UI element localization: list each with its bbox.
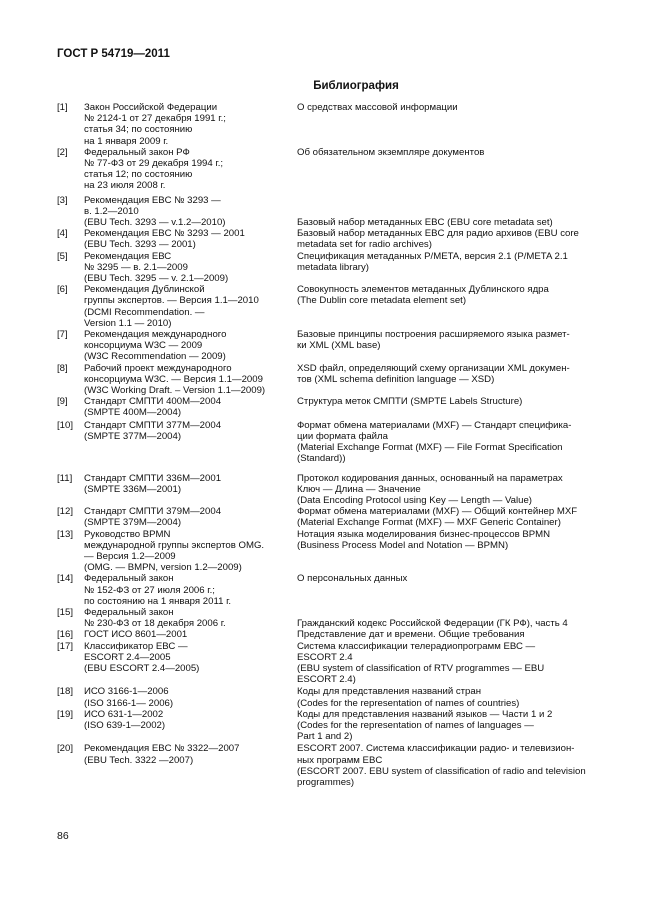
entry-description (297, 363, 597, 397)
source-line: Рекомендация Дублинской (84, 284, 205, 296)
entry-description (297, 195, 597, 229)
description-line: (ESCORT 2007. EBU system of classification of radio and television (297, 765, 586, 777)
description-line: Коды для представления названий стран (297, 686, 482, 698)
source-line: Version 1.1 — 2010) (84, 317, 172, 329)
bibliography-entry (57, 743, 597, 788)
source-line: Рекомендация международного (84, 329, 227, 341)
description-line: (EBU system of classification of RTV programmes — EBU (297, 662, 545, 674)
entry-description (297, 473, 597, 507)
entry-description (297, 573, 597, 607)
description-line: (Standard)) (297, 453, 346, 465)
source-line: на 23 июля 2008 г. (84, 180, 166, 192)
description-line: Базовый набор метаданных EBC (EBU core metadata set) (297, 217, 553, 229)
description-line: ки XML (XML base) (297, 340, 381, 352)
source-line: Стандарт СМПТИ 379М—2004 (84, 506, 222, 518)
entry-source (84, 607, 297, 629)
entry-source (84, 102, 297, 147)
entry-number: [19] (57, 708, 74, 720)
entry-source (84, 396, 297, 418)
entry-source (84, 641, 297, 686)
source-line: Рекомендация EBC № 3293 — 2001 (84, 228, 245, 240)
source-line: № 152-ФЗ от 27 июля 2006 г.; (84, 584, 215, 596)
bibliography-entry (57, 228, 597, 250)
bibliography-entry (57, 420, 597, 465)
description-line: Спецификация метаданных P/META, версия 2.1 (P/META 2.1 (297, 250, 568, 262)
bibliography-entry (57, 284, 597, 329)
source-line: статья 12; по состоянию (84, 169, 193, 181)
bibliography-entry (57, 102, 597, 147)
source-line: № 230-ФЗ от 18 декабря 2006 г. (84, 618, 226, 630)
source-line: (EBU Tech. 3295 — v. 2.1—2009) (84, 273, 229, 285)
source-line: Федеральный закон (84, 573, 174, 585)
entry-description (297, 743, 597, 788)
entry-source (84, 573, 297, 607)
description-line: Базовый набор метаданных EBC для радио архивов (EBU core (297, 228, 579, 240)
entry-number: [17] (57, 640, 74, 652)
description-line: О персональных данных (297, 573, 408, 585)
description-line (297, 195, 597, 206)
bibliography-entry (57, 473, 597, 507)
page-number: 86 (57, 830, 69, 842)
entry-description (297, 686, 597, 708)
source-line: Стандарт СМПТИ 400М—2004 (84, 396, 222, 408)
bibliography-entry (57, 629, 597, 640)
entry-number: [1] (57, 102, 68, 113)
entry-source (84, 473, 297, 507)
description-line: Протокол кодирования данных, основанный на параметрах (297, 472, 563, 484)
source-line: Рекомендация EBC № 3322—2007 (84, 743, 240, 755)
source-line: (OMG. — BMPN, version 1.2—2009) (84, 562, 242, 574)
entry-source (84, 629, 297, 640)
source-line: группы экспертов. — Версия 1.1—2010 (84, 295, 259, 307)
source-line: консорциума W3C. — Версия 1.1—2009 (84, 373, 263, 385)
entry-description (297, 529, 597, 574)
entry-number: [11] (57, 472, 73, 484)
description-line: Об обязательном экземпляре документов (297, 146, 485, 158)
entry-number: [10] (57, 419, 74, 431)
description-line: (Codes for the representation of names of languages — (297, 719, 534, 731)
bibliography-entry (57, 329, 597, 363)
entry-description (297, 102, 597, 147)
source-line: Федеральный закон (84, 606, 174, 618)
entry-number: [8] (57, 362, 68, 374)
bibliography-entry (57, 195, 597, 229)
source-line: Стандарт СМПТИ 377М—2004 (84, 419, 222, 431)
description-line: metadata set for radio archives) (297, 239, 432, 251)
entry-source (84, 329, 297, 363)
entry-source (84, 195, 297, 229)
section-title (0, 80, 646, 92)
source-line: (EBU Tech. 3293 — 2001) (84, 239, 196, 251)
source-line: (SMPTE 400M—2004) (84, 407, 182, 419)
source-line: Закон Российской Федерации (84, 102, 218, 113)
description-line (297, 206, 597, 217)
description-line: тов (XML schema definition language — XSD) (297, 373, 495, 385)
description-line: (The Dublin core metadata element set) (297, 295, 467, 307)
bibliography-entry (57, 607, 597, 629)
source-line: Руководство BPMN (84, 528, 171, 540)
description-line: Совокупность элементов метаданных Дублинского ядра (297, 284, 549, 296)
description-line: (Data Encoding Protocol using Key — Length — Value) (297, 494, 532, 506)
entry-description (297, 396, 597, 418)
entry-description (297, 284, 597, 329)
entry-description (297, 607, 597, 629)
entry-number: [3] (57, 194, 68, 206)
bibliography-entry (57, 251, 597, 285)
entry-number: [18] (57, 686, 74, 698)
entry-number: [4] (57, 228, 68, 240)
source-line: № 3295 — в. 2.1—2009 (84, 261, 188, 273)
entry-number: [14] (57, 573, 74, 585)
entry-source (84, 686, 297, 708)
source-line: Федеральный закон РФ (84, 146, 190, 158)
bibliography-entry (57, 641, 597, 686)
description-line: Система классификации телерадиопрограмм ЕВС — (297, 640, 536, 652)
source-line: в. 1.2—2010 (84, 205, 139, 217)
bibliography-list (57, 102, 597, 788)
source-line: № 77-ФЗ от 29 декабря 1994 г.; (84, 158, 224, 170)
source-line: Рабочий проект международного (84, 362, 232, 374)
source-line: № 2124-1 от 27 декабря 1991 г.; (84, 113, 226, 125)
entry-source (84, 506, 297, 528)
entry-description (297, 629, 597, 640)
entry-source (84, 709, 297, 743)
description-line: Нотация языка моделирования бизнес-процессов BPMN (297, 528, 551, 540)
description-line (297, 607, 597, 618)
bibliography-entry (57, 396, 597, 418)
entry-source (84, 251, 297, 285)
entry-description (297, 641, 597, 686)
entry-number: [9] (57, 396, 68, 408)
entry-number: [16] (57, 629, 74, 641)
entry-source (84, 363, 297, 397)
description-line: (Business Process Model and Notation — BPMN) (297, 539, 509, 551)
entry-source (84, 420, 297, 465)
entry-number: [6] (57, 284, 68, 296)
document-header: ГОСТ Р 54719—2011 (57, 48, 170, 60)
source-line: ИСО 631-1—2002 (84, 708, 164, 720)
source-line: международной группы экспертов OMG. (84, 539, 265, 551)
source-line: (W3C Working Draft. – Version 1.1—2009) (84, 385, 266, 397)
source-line: ИСО 3166-1—2006 (84, 686, 169, 698)
entry-description (297, 251, 597, 285)
entry-number: [12] (57, 506, 74, 518)
description-line: Представление дат и времени. Общие требования (297, 629, 525, 641)
bibliography-entry (57, 709, 597, 743)
entry-description (297, 709, 597, 743)
source-line: (SMPTE 336M—2001) (84, 483, 182, 495)
bibliography-entry (57, 506, 597, 528)
description-line: Коды для представления названий языков — Части 1 и 2 (297, 708, 553, 720)
section-title-text: Библиография (313, 80, 399, 92)
description-line: Part 1 and 2) (297, 731, 353, 743)
description-line: Структура меток СМПТИ (SMPTE Labels Structure) (297, 396, 523, 408)
entry-source (84, 284, 297, 329)
source-line: Рекомендация ЕВС (84, 250, 172, 262)
entry-number: [5] (57, 250, 68, 262)
source-line: (DCMI Recommendation. — (84, 306, 205, 318)
entry-description (297, 329, 597, 363)
entry-source (84, 529, 297, 574)
bibliography-entry (57, 147, 597, 192)
description-line: metadata library) (297, 261, 369, 273)
entry-description (297, 147, 597, 192)
description-line: Гражданский кодекс Российской Федерации (ГК РФ), часть 4 (297, 618, 568, 630)
description-line: О средствах массовой информации (297, 102, 458, 113)
description-line: programmes) (297, 776, 355, 788)
source-line: Рекомендация EBC № 3293 — (84, 194, 221, 206)
source-line: на 1 января 2009 г. (84, 135, 169, 147)
entry-number: [20] (57, 743, 74, 755)
source-line: (ISO 639-1—2002) (84, 719, 166, 731)
bibliography-entry (57, 686, 597, 708)
description-line: XSD файл, определяющий схему организации XML докумен- (297, 362, 570, 374)
entry-number: [15] (57, 606, 74, 618)
entry-source (84, 147, 297, 192)
description-line: Формат обмена материалами (MXF) — Общий контейнер MXF (297, 506, 578, 518)
source-line: ГОСТ ИСО 8601—2001 (84, 629, 188, 641)
entry-description (297, 506, 597, 528)
description-line: Базовые принципы построения расширяемого языка размет- (297, 329, 570, 341)
entry-number: [13] (57, 528, 74, 540)
description-line: Ключ — Длина — Значение (297, 483, 421, 495)
description-line: ESCORT 2.4) (297, 674, 356, 686)
source-line: по состоянию на 1 января 2011 г. (84, 595, 232, 607)
source-line: (EBU Tech. 3322 —2007) (84, 754, 194, 766)
source-line: Классификатор ЕВС — (84, 640, 188, 652)
source-line: (W3C Recommendation — 2009) (84, 351, 226, 363)
source-line: (ISO 3166-1— 2006) (84, 697, 174, 709)
description-line: ных программ EBC (297, 754, 383, 766)
entry-description (297, 228, 597, 250)
entry-source (84, 228, 297, 250)
bibliography-entry (57, 573, 597, 607)
description-line: ции формата файла (297, 430, 388, 442)
bibliography-entry (57, 529, 597, 574)
entry-number: [7] (57, 329, 68, 341)
description-line: (Material Exchange Format (MXF) — MXF Generic Container) (297, 517, 561, 529)
source-line: ESCORT 2.4—2005 (84, 651, 171, 663)
source-line: — Версия 1.2—2009 (84, 550, 176, 562)
source-line: (EBU Tech. 3293 — v.1.2—2010) (84, 217, 226, 229)
source-line: (SMPTE 379M—2004) (84, 517, 182, 529)
description-line: ESCORT 2007. Система классификации радио- и телевизион- (297, 743, 575, 755)
entry-description (297, 420, 597, 465)
source-line: статья 34; по состоянию (84, 124, 193, 136)
source-line: (SMPTE 377M—2004) (84, 430, 182, 442)
source-line: консорциума W3C — 2009 (84, 340, 203, 352)
description-line: Формат обмена материалами (MXF) — Стандарт специфика- (297, 419, 572, 431)
entry-number: [2] (57, 146, 68, 158)
source-line: Стандарт СМПТИ 336М—2001 (84, 472, 222, 484)
description-line: (Material Exchange Format (MXF) — File Format Specification (297, 442, 563, 454)
description-line: (Codes for the representation of names of countries) (297, 697, 520, 709)
entry-source (84, 743, 297, 788)
bibliography-entry (57, 363, 597, 397)
description-line: ESCORT 2.4 (297, 651, 353, 663)
source-line: (EBU ESCORT 2.4—2005) (84, 662, 200, 674)
